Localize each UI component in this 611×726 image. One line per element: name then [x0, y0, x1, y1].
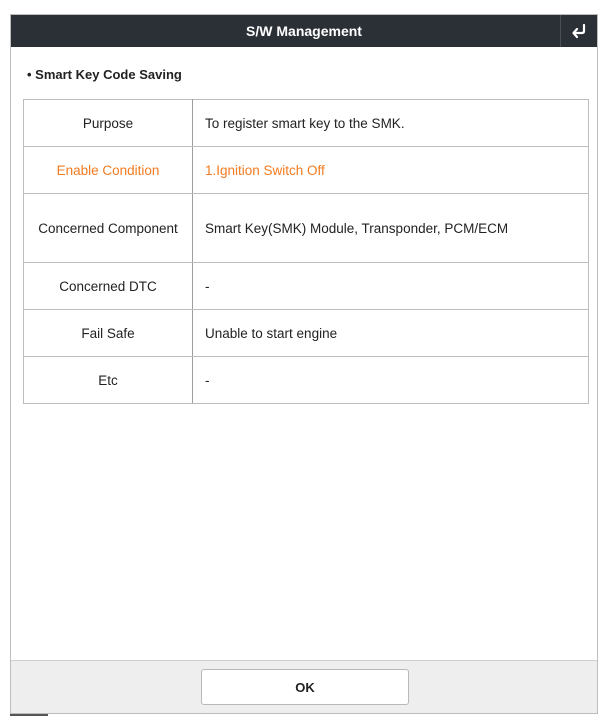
title-bar: [11, 15, 597, 47]
section-title: • Smart Key Code Saving: [27, 67, 182, 82]
row-value: Smart Key(SMK) Module, Transponder, PCM/ECM: [193, 194, 589, 263]
return-arrow-icon: [570, 22, 588, 40]
row-value: -: [193, 263, 589, 310]
row-value: -: [193, 357, 589, 404]
table-row-concerned-component: [24, 194, 589, 263]
table-row-enable-condition: [24, 147, 589, 194]
back-button[interactable]: [560, 15, 597, 47]
row-label: Purpose: [24, 100, 193, 147]
info-table: [23, 99, 589, 404]
bottom-divider: [10, 714, 48, 716]
row-label: Concerned Component: [24, 194, 193, 263]
row-value: Unable to start engine: [193, 310, 589, 357]
row-label: Enable Condition: [24, 147, 193, 194]
row-value: 1.Ignition Switch Off: [193, 147, 589, 194]
table-row-purpose: [24, 100, 589, 147]
row-label: Fail Safe: [24, 310, 193, 357]
table-row-etc: [24, 357, 589, 404]
row-label: Concerned DTC: [24, 263, 193, 310]
table-row-concerned-dtc: [24, 263, 589, 310]
ok-button[interactable]: OK: [201, 669, 409, 705]
dialog-footer: [11, 660, 597, 713]
sw-management-dialog: [10, 14, 598, 714]
table-row-fail-safe: [24, 310, 589, 357]
dialog-title: S/W Management: [246, 23, 362, 39]
row-label: Etc: [24, 357, 193, 404]
row-value: To register smart key to the SMK.: [193, 100, 589, 147]
